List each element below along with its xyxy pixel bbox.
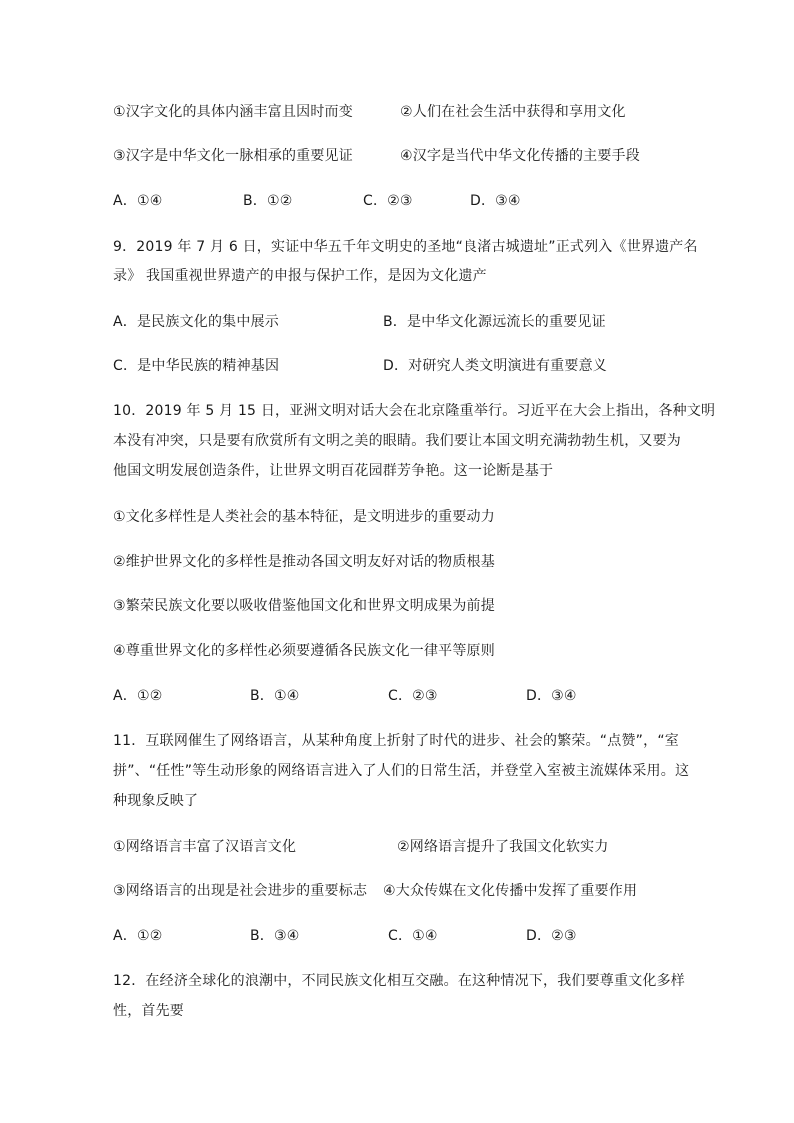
q10-option-b: B．①④: [250, 688, 300, 704]
q11-statement-2: ②网络语言提升了我国文化软实力: [397, 839, 609, 855]
q10-statement-4: ④尊重世界文化的多样性必须要遵循各民族文化一律平等原则: [113, 643, 495, 659]
q10-stem-line-3: 他国文明发展创造条件，让世界文明百花园群芳争艳。这一论断是基于: [113, 463, 554, 479]
q10-stem-line-2: 本没有冲突，只是要有欣赏所有文明之美的眼睛。我们要让本国文明充满勃勃生机，又要为: [113, 433, 681, 449]
q11-statement-3: ③网络语言的出现是社会进步的重要标志: [113, 883, 368, 899]
q8-statement-2: ②人们在社会生活中获得和享用文化: [400, 104, 626, 120]
q9-option-c: C．是中华民族的精神基因: [113, 358, 280, 374]
q8-option-b: B．①②: [243, 193, 293, 209]
q12-stem-line-1: 12．在经济全球化的浪潮中，不同民族文化相互交融。在这种情况下，我们要尊重文化多样: [113, 973, 686, 989]
q10-option-d: D．③④: [526, 688, 577, 704]
q9-option-a: A．是民族文化的集中展示: [113, 314, 279, 330]
q10-statement-2: ②维护世界文化的多样性是推动各国文明友好对话的物质根基: [113, 554, 495, 570]
q11-option-d: D．②③: [526, 928, 577, 944]
q11-stem-line-3: 种现象反映了: [113, 793, 199, 809]
q11-stem-line-2: 拼”、“任性”等生动形象的网络语言进入了人们的日常生活，并登堂入室被主流媒体采用。这: [113, 763, 690, 779]
q10-option-a: A．①②: [113, 688, 163, 704]
q10-stem-line-1: 10．2019 年 5 月 15 日，亚洲文明对话大会在北京隆重举行。习近平在大会上指出，各种文明: [113, 403, 716, 419]
q11-option-c: C．①④: [388, 928, 438, 944]
q8-statement-1: ①汉字文化的具体内涵丰富且因时而变: [113, 104, 353, 120]
q11-statement-1: ①网络语言丰富了汉语言文化: [113, 839, 297, 855]
q8-option-a: A．①④: [113, 193, 163, 209]
q10-statement-1: ①文化多样性是人类社会的基本特征，是文明进步的重要动力: [113, 509, 495, 525]
q8-option-d: D．③④: [470, 193, 521, 209]
q9-stem-line-2: 录》 我国重视世界遗产的申报与保护工作，是因为文化遗产: [113, 268, 487, 284]
q9-option-d: D．对研究人类文明演进有重要意义: [383, 358, 607, 374]
q8-option-c: C．②③: [363, 193, 413, 209]
q8-statement-4: ④汉字是当代中华文化传播的主要手段: [400, 148, 640, 164]
q12-stem-line-2: 性，首先要: [113, 1003, 184, 1019]
q10-statement-3: ③繁荣民族文化要以吸收借鉴他国文化和世界文明成果为前提: [113, 598, 495, 614]
q11-stem-line-1: 11．互联网催生了网络语言，从某种角度上折射了时代的进步、社会的繁荣。“点赞”，“室: [113, 733, 679, 749]
q9-option-b: B．是中华文化源远流长的重要见证: [383, 314, 606, 330]
q8-statement-3: ③汉字是中华文化一脉相承的重要见证: [113, 148, 353, 164]
q11-option-b: B．③④: [250, 928, 300, 944]
q10-option-c: C．②③: [388, 688, 438, 704]
q9-stem-line-1: 9．2019 年 7 月 6 日，实证中华五千年文明史的圣地“良渚古城遗址”正式列入《世界遗产名: [113, 239, 698, 255]
q11-option-a: A．①②: [113, 928, 163, 944]
q11-statement-4: ④大众传媒在文化传播中发挥了重要作用: [383, 883, 638, 899]
